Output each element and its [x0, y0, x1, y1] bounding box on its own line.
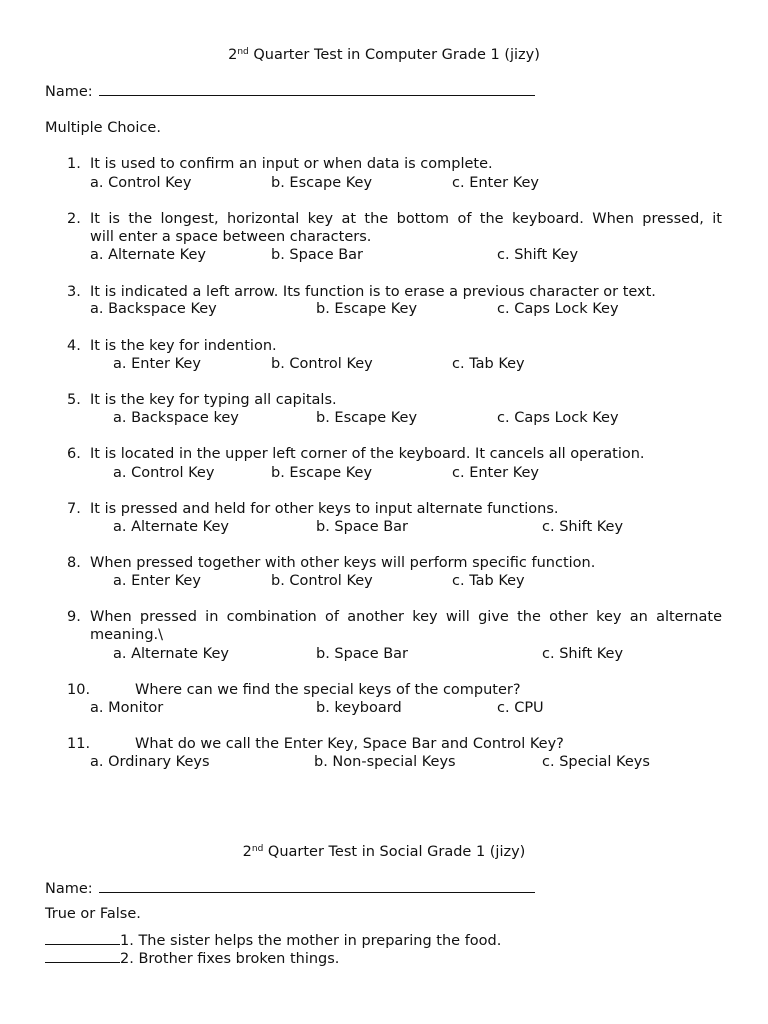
- option-a[interactable]: a. Control Key: [90, 175, 192, 191]
- question-text: It is the key for typing all capitals.: [90, 392, 337, 408]
- test1-name-line: [45, 82, 535, 101]
- option-c[interactable]: c. Enter Key: [452, 175, 540, 191]
- option-c[interactable]: c. Shift Key: [497, 247, 579, 263]
- answer-blank[interactable]: [45, 949, 120, 963]
- option-a[interactable]: a. Ordinary Keys: [90, 754, 210, 770]
- option-b[interactable]: b. keyboard: [316, 700, 402, 716]
- option-b[interactable]: b. Control Key: [271, 356, 373, 372]
- option-b[interactable]: b. Escape Key: [316, 301, 418, 317]
- question-text: It is the longest, horizontal key at the bottom of the keyboard. When pressed, it: [90, 211, 722, 227]
- answer-blank[interactable]: [45, 931, 120, 945]
- option-b[interactable]: b. Space Bar: [271, 247, 364, 263]
- option-c[interactable]: c. Caps Lock Key: [497, 410, 619, 426]
- option-b[interactable]: b. Non-special Keys: [314, 754, 456, 770]
- option-c[interactable]: c. Enter Key: [452, 465, 540, 481]
- option-c[interactable]: c. Shift Key: [542, 646, 624, 662]
- test2-title: 2nd Quarter Test in Social Grade 1 (jizy): [242, 844, 526, 860]
- question-text: It is the key for indention.: [90, 338, 277, 354]
- option-c[interactable]: c. Special Keys: [542, 754, 650, 770]
- question-text-cont: meaning.\: [90, 627, 164, 643]
- option-a[interactable]: a. Alternate Key: [113, 519, 229, 535]
- tf-item-2: [45, 949, 339, 968]
- question-text: It is pressed and held for other keys to input alternate functions.: [90, 501, 559, 517]
- question-text: It is used to confirm an input or when data is complete.: [90, 156, 493, 172]
- name-blank[interactable]: [99, 82, 535, 96]
- question-text: It is indicated a left arrow. Its function is to erase a previous character or text.: [90, 284, 656, 300]
- option-c[interactable]: c. CPU: [497, 700, 544, 716]
- section-heading: Multiple Choice.: [45, 120, 161, 136]
- option-a[interactable]: a. Alternate Key: [90, 247, 206, 263]
- option-a[interactable]: a. Backspace Key: [90, 301, 217, 317]
- question-text-cont: will enter a space between characters.: [90, 229, 372, 245]
- tf-item-text: 2. Brother fixes broken things.: [120, 951, 340, 967]
- option-b[interactable]: b. Control Key: [271, 573, 373, 589]
- question-text: What do we call the Enter Key, Space Bar and Control Key?: [135, 736, 564, 752]
- name-label: Name:: [45, 881, 93, 897]
- option-b[interactable]: b. Escape Key: [271, 465, 373, 481]
- option-b[interactable]: b. Space Bar: [316, 519, 409, 535]
- option-a[interactable]: a. Alternate Key: [113, 646, 229, 662]
- name-blank[interactable]: [99, 879, 535, 893]
- tf-item-1: [45, 931, 501, 950]
- section-heading: True or False.: [45, 906, 141, 922]
- test1-title: 2nd Quarter Test in Computer Grade 1 (jizy): [228, 47, 540, 63]
- question-text: It is located in the upper left corner of the keyboard. It cancels all operation.: [90, 446, 645, 462]
- option-c[interactable]: c. Tab Key: [452, 356, 525, 372]
- option-a[interactable]: a. Backspace key: [113, 410, 239, 426]
- tf-item-text: 1. The sister helps the mother in preparing the food.: [120, 933, 502, 949]
- option-a[interactable]: a. Control Key: [113, 465, 215, 481]
- option-b[interactable]: b. Space Bar: [316, 646, 409, 662]
- test2-name-line: [45, 879, 535, 898]
- option-c[interactable]: c. Tab Key: [452, 573, 525, 589]
- option-c[interactable]: c. Shift Key: [542, 519, 624, 535]
- option-a[interactable]: a. Enter Key: [113, 573, 201, 589]
- name-label: Name:: [45, 84, 93, 100]
- option-c[interactable]: c. Caps Lock Key: [497, 301, 619, 317]
- question-text: When pressed together with other keys will perform specific function.: [90, 555, 596, 571]
- option-a[interactable]: a. Enter Key: [113, 356, 201, 372]
- question-text: When pressed in combination of another key will give the other key an alternate: [90, 609, 722, 625]
- question-text: Where can we find the special keys of the computer?: [135, 682, 521, 698]
- option-b[interactable]: b. Escape Key: [271, 175, 373, 191]
- option-b[interactable]: b. Escape Key: [316, 410, 418, 426]
- option-a[interactable]: a. Monitor: [90, 700, 164, 716]
